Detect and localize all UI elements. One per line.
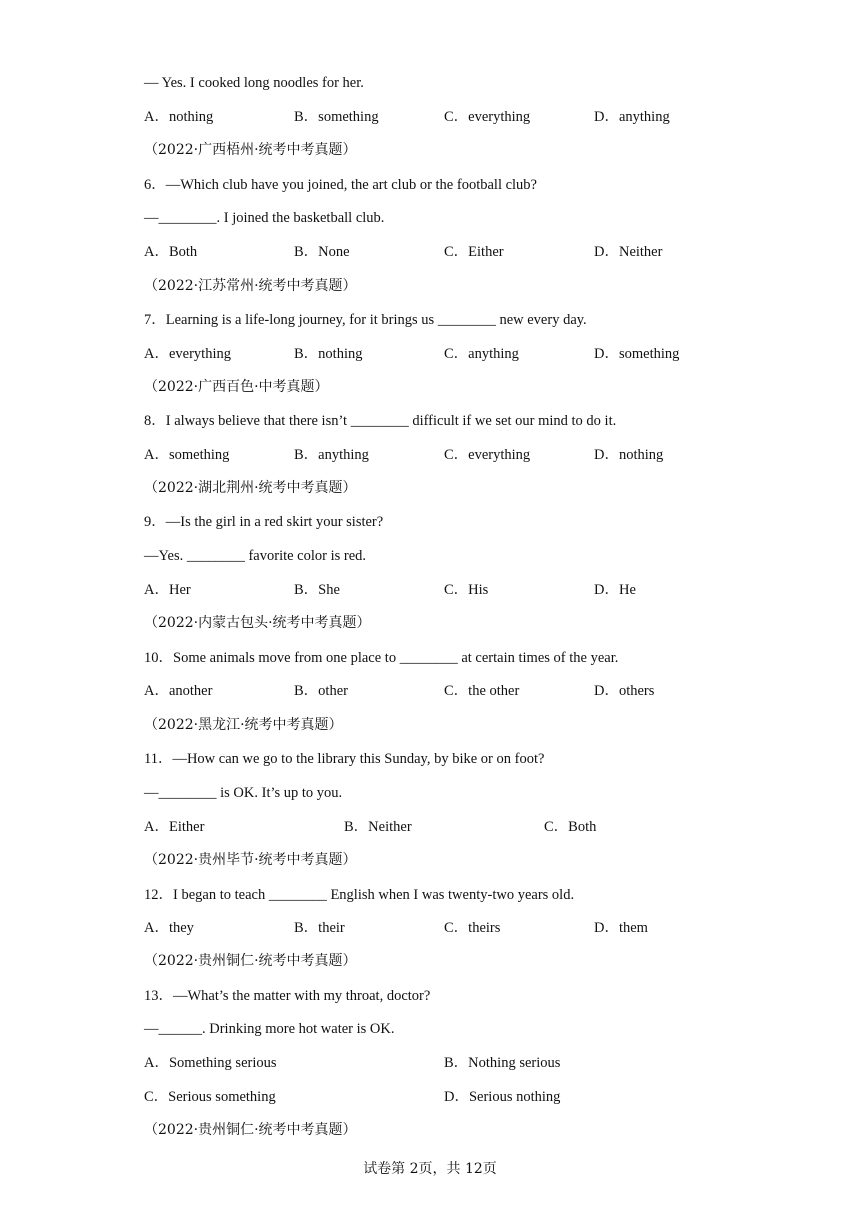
option-d: D．Neither [594,244,663,260]
question-9-stem: 9．—Is the girl in a red skirt your sister? [144,514,384,530]
option-d: D．them [594,920,648,936]
question-6-reply: —________. I joined the basketball club. [144,210,385,226]
page-footer: 试卷第 2页，共 12页 [363,1161,497,1177]
option-b: B．Neither [344,819,412,835]
question-source: （2022·湖北荆州·统考中考真题） [144,480,357,496]
question-source: （2022·贵州毕节·统考中考真题） [144,852,357,868]
question-source: （2022·广西百色·中考真题） [144,379,329,395]
question-13-reply: —______. Drinking more hot water is OK. [144,1021,395,1037]
option-c: C．His [444,582,489,598]
question-13-stem: 13．—What’s the matter with my throat, doctor? [144,988,431,1004]
option-b: B．None [294,244,350,260]
option-c: C．Both [544,819,597,835]
question-11-reply: —________ is OK. It’s up to you. [144,785,343,801]
question-source: （2022·贵州铜仁·统考中考真题） [144,1122,357,1138]
option-c: C．the other [444,683,520,699]
option-a: A．another [144,683,213,699]
option-d: D．Serious nothing [444,1089,561,1105]
option-a: A．Something serious [144,1055,277,1071]
question-10-stem: 10．Some animals move from one place to ________ at certain times of the year. [144,650,619,666]
question-12-stem: 12．I began to teach ________ English when I was twenty-two years old. [144,887,575,903]
question-11-stem: 11．—How can we go to the library this Sunday, by bike or on foot? [144,751,545,767]
option-b: B．She [294,582,340,598]
option-b: B．nothing [294,346,363,362]
option-c: C．Either [444,244,504,260]
option-a: A．everything [144,346,231,362]
option-a: A．they [144,920,194,936]
question-source: （2022·内蒙古包头·统考中考真题） [144,615,371,631]
option-d: D．nothing [594,447,664,463]
option-b: B．something [294,109,379,125]
option-d: D．something [594,346,680,362]
question-source: （2022·贵州铜仁·统考中考真题） [144,953,357,969]
option-c: C．everything [444,447,531,463]
option-a: A．Both [144,244,198,260]
question-5-reply: — Yes. I cooked long noodles for her. [144,75,364,91]
option-b: B．other [294,683,348,699]
question-8-stem: 8．I always believe that there isn’t ________ difficult if we set our mind to do it. [144,413,617,429]
question-source: （2022·广西梧州·统考中考真题） [144,142,357,158]
option-c: C．anything [444,346,519,362]
question-source: （2022·黑龙江·统考中考真题） [144,717,343,733]
option-c: C．theirs [444,920,501,936]
option-c: C．everything [444,109,531,125]
option-d: D．He [594,582,636,598]
option-d: D．others [594,683,655,699]
option-d: D．anything [594,109,670,125]
option-b: B．their [294,920,345,936]
option-a: A．Either [144,819,205,835]
question-source: （2022·江苏常州·统考中考真题） [144,278,357,294]
option-b: B．Nothing serious [444,1055,561,1071]
option-a: A．something [144,447,230,463]
option-a: A．Her [144,582,191,598]
question-9-reply: —Yes. ________ favorite color is red. [144,548,367,564]
option-a: A．nothing [144,109,214,125]
question-6-stem: 6．—Which club have you joined, the art club or the football club? [144,177,537,193]
option-c: C．Serious something [144,1089,276,1105]
option-b: B．anything [294,447,369,463]
question-7-stem: 7．Learning is a life-long journey, for it brings us ________ new every day. [144,312,587,328]
